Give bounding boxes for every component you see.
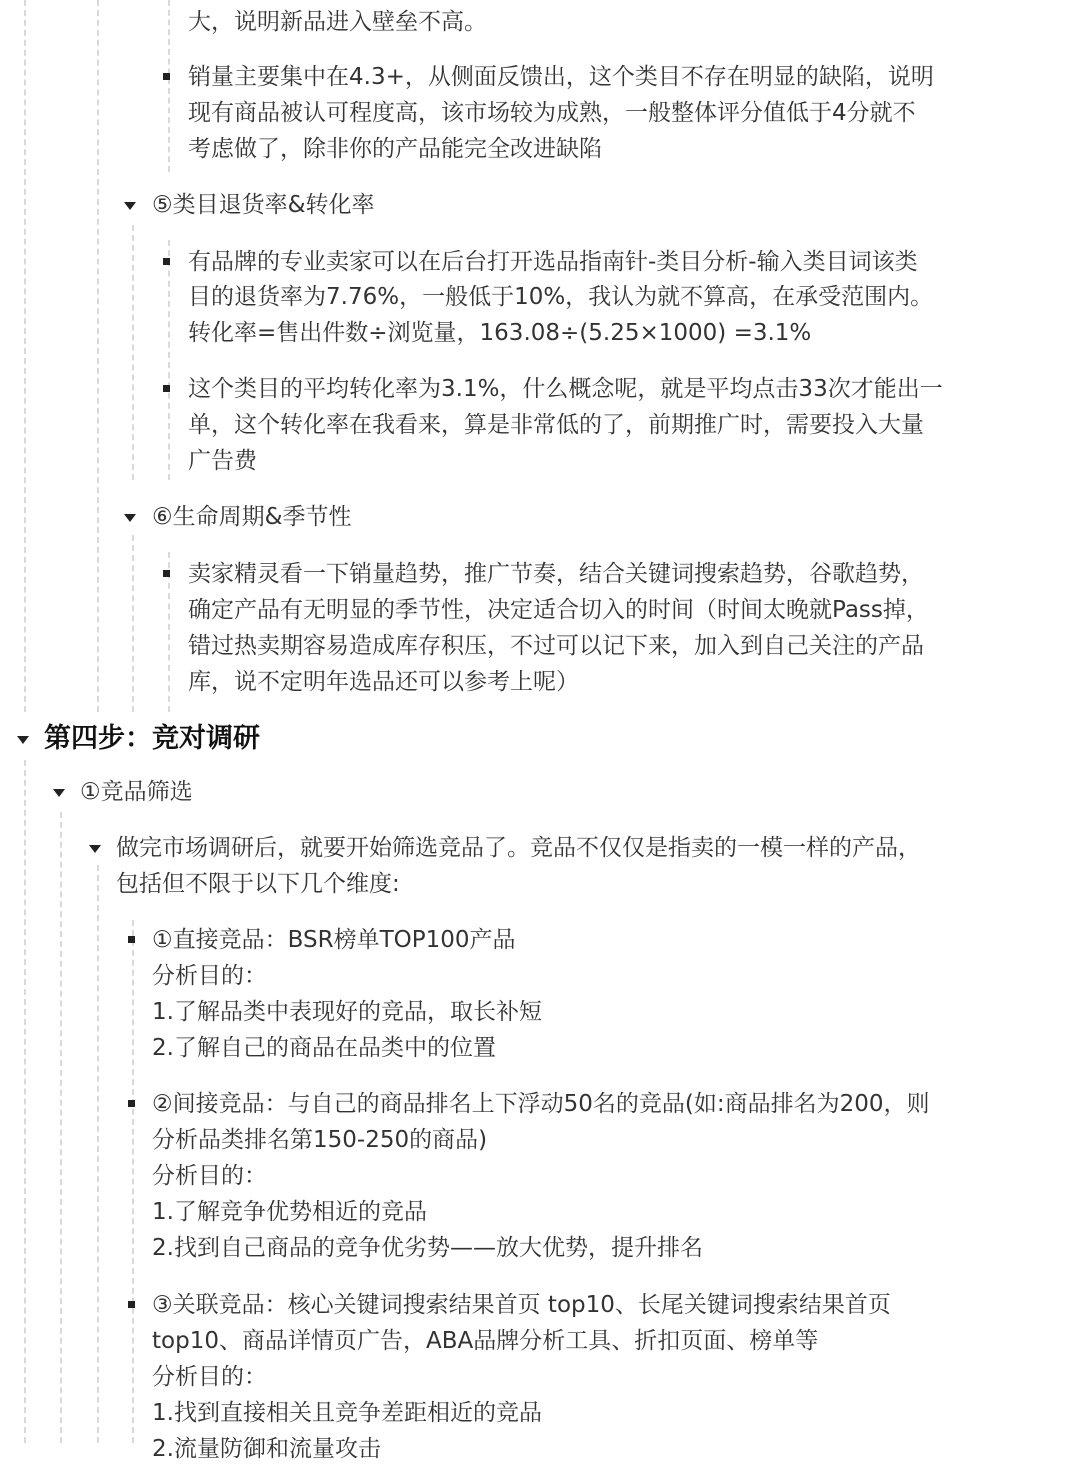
dimension-text-line: 分析目的：: [152, 1163, 267, 1189]
bullet-text-line: 这个类目的平均转化率为3.1%，什么概念呢，就是平均点击33次才能出一: [188, 376, 943, 402]
dimension-text-line: 2.流量防御和流量攻击: [152, 1436, 381, 1462]
section-title: ⑤类目退货率&转化率: [152, 192, 375, 218]
bullet-icon: [128, 936, 135, 943]
dimension-text-line: ②间接竞品：与自己的商品排名上下浮动50名的竞品(如:商品排名为200，则: [152, 1091, 930, 1117]
bullet-icon: [163, 570, 170, 577]
dimension-text-line: 分析目的：: [152, 963, 267, 989]
outline-guide: [132, 225, 134, 480]
dimension-text-line: top10、商品详情页广告，ABA品牌分析工具、折扣页面、榜单等: [152, 1328, 819, 1354]
dimension-text-line: 2.了解自己的商品在品类中的位置: [152, 1035, 496, 1061]
collapse-caret-icon[interactable]: [89, 845, 101, 853]
bullet-icon: [163, 258, 170, 265]
outline-guide: [24, 0, 26, 712]
outline-guide: [60, 812, 62, 1443]
bullet-text-line: 库，说不定明年选品还可以参考上呢）: [188, 669, 579, 695]
bullet-text-line: 错过热卖期容易造成库存积压，不过可以记下来，加入到自己关注的产品: [188, 633, 924, 659]
dimension-text-line: 1.了解品类中表现好的竞品，取长补短: [152, 999, 542, 1025]
dimension-text-line: 1.了解竞争优势相近的竞品: [152, 1199, 427, 1225]
collapse-caret-icon[interactable]: [53, 789, 65, 797]
bullet-icon: [163, 385, 170, 392]
subsection-title: ①竞品筛选: [80, 779, 193, 805]
bullet-icon: [128, 1100, 135, 1107]
bullet-text-line: 销量主要集中在4.3+，从侧面反馈出，这个类目不存在明显的缺陷，说明: [188, 64, 934, 90]
step-heading: 第四步：竞对调研: [44, 723, 260, 754]
outline-guide: [132, 535, 134, 712]
section-title: ⑥生命周期&季节性: [152, 504, 352, 530]
outline-guide: [168, 0, 170, 172]
bullet-text-line: 确定产品有无明显的季节性，决定适合切入的时间（时间太晚就Pass掉，: [188, 597, 929, 623]
bullet-text-line: 有品牌的专业卖家可以在后台打开选品指南针-类目分析-输入类目词该类: [188, 249, 918, 275]
bullet-icon: [128, 1301, 135, 1308]
bullet-text-line: 广告费: [188, 448, 257, 474]
dimension-text-line: 分析目的：: [152, 1364, 267, 1390]
bullet-text-line: 现有商品被认可程度高，该市场较为成熟，一般整体评分值低于4分就不: [188, 100, 916, 126]
outline-guide: [24, 760, 26, 1443]
dimension-text-line: ①直接竞品：BSR榜单TOP100产品: [152, 927, 516, 953]
outline-guide: [168, 240, 170, 480]
collapse-caret-icon[interactable]: [17, 736, 29, 744]
dimension-text-line: 1.找到直接相关且竞争差距相近的竞品: [152, 1400, 542, 1426]
bullet-text-line: 单，这个转化率在我看来，算是非常低的了，前期推广时，需要投入大量: [188, 412, 924, 438]
collapse-caret-icon[interactable]: [124, 202, 136, 210]
bullet-text-line: 卖家精灵看一下销量趋势，推广节奏，结合关键词搜索趋势，谷歌趋势，: [188, 561, 924, 587]
intro-text-line: 包括但不限于以下几个维度:: [116, 871, 400, 897]
bullet-text-line: 目的退货率为7.76%，一般低于10%，我认为就不算高，在承受范围内。: [188, 284, 934, 310]
dimension-text-line: ③关联竞品：核心关键词搜索结果首页 top10、长尾关键词搜索结果首页: [152, 1292, 891, 1318]
outline-guide: [132, 920, 134, 1443]
bullet-icon: [163, 73, 170, 80]
outline-guide: [97, 865, 99, 1443]
dimension-text-line: 分析品类排名第150-250的商品): [152, 1127, 488, 1153]
collapse-caret-icon[interactable]: [124, 514, 136, 522]
outline-guide: [97, 0, 99, 712]
dimension-text-line: 2.找到自己商品的竞争优劣势——放大优势，提升排名: [152, 1235, 703, 1261]
bullet-text-line: 考虑做了，除非你的产品能完全改进缺陷: [188, 136, 602, 162]
paragraph-line: 大，说明新品进入壁垒不高。: [188, 9, 487, 35]
intro-text-line: 做完市场调研后，就要开始筛选竞品了。竞品不仅仅是指卖的一模一样的产品，: [116, 835, 921, 861]
bullet-text-line: 转化率=售出件数÷浏览量，163.08÷(5.25×1000) =3.1%: [188, 320, 812, 346]
